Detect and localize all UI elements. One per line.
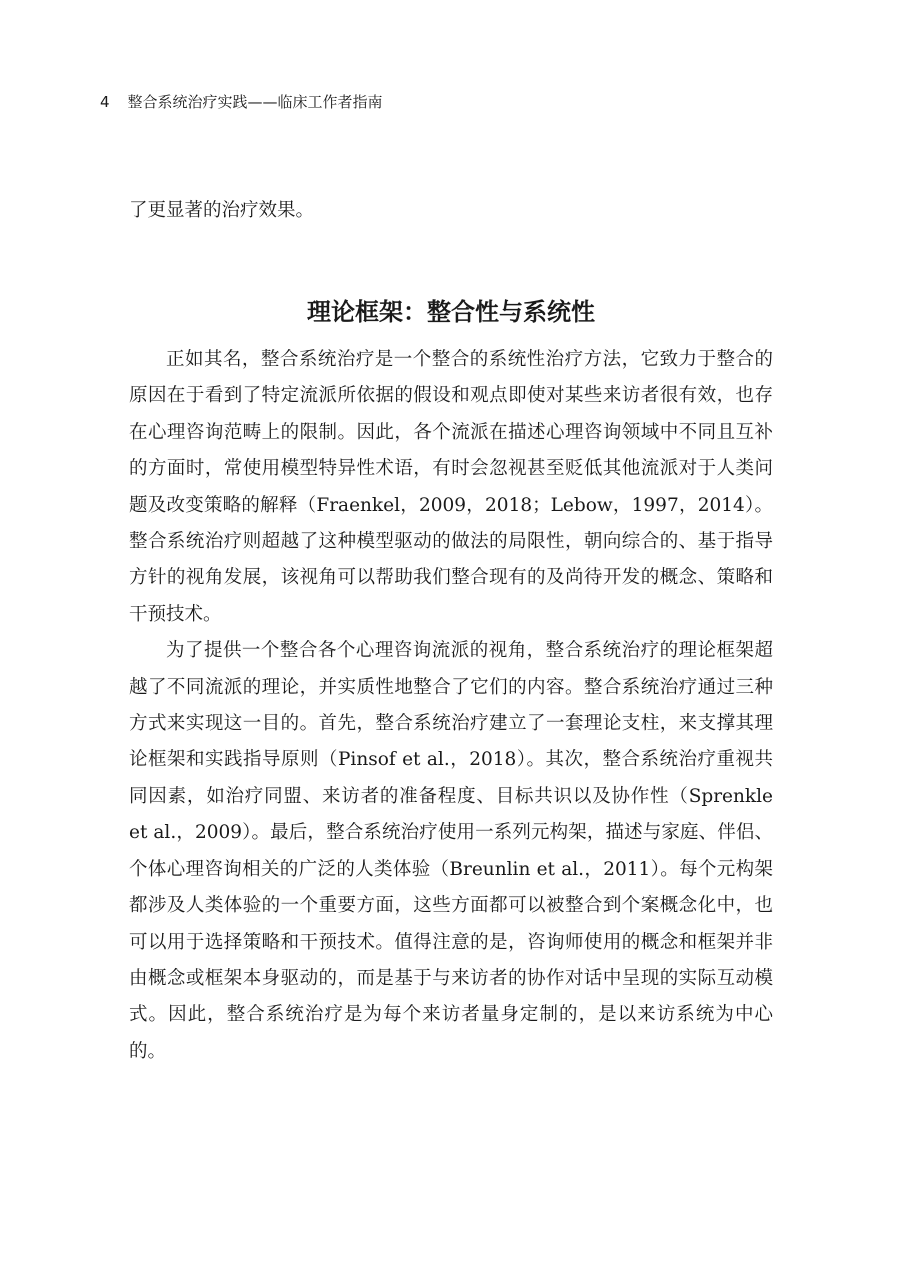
body-paragraph-1: 正如其名，整合系统治疗是一个整合的系统性治疗方法，它致力于整合的原因在于看到了特定流派所依据的假设和观点即使对某些来访者很有效，也存在心理咨询范畴上的限制。因此，各个流派在描述心理咨询领域中不同且互补的方面时，常使用模型特异性术语，有时会忽视甚至贬低其他流派对于人类问题及改变策略的解释（Fraenkel，2009，2018；Lebow，1997，2014）。整合系统治疗则超越了这种模型驱动的做法的局限性，朝向综合的、基于指导方针的视角发展，该视角可以帮助我们整合现有的及尚待开发的概念、策略和干预技术。 xyxy=(129,349,773,625)
section-body xyxy=(129,342,773,1070)
page-number: 4 xyxy=(100,93,110,111)
continuation-paragraph: 了更显著的治疗效果。 xyxy=(129,200,315,221)
book-title: 整合系统治疗实践——临床工作者指南 xyxy=(127,93,383,111)
body-paragraph-2: 为了提供一个整合各个心理咨询流派的视角，整合系统治疗的理论框架超越了不同流派的理论，并实质性地整合了它们的内容。整合系统治疗通过三种方式来实现这一目的。首先，整合系统治疗建立了一套理论支柱，来支撑其理论框架和实践指导原则（Pinsof et al.，2018）。其次，整合系统治疗重视共同因素，如治疗同盟、来访者的准备程度、目标共识以及协作性（Sprenkle et al.，2009）。最后，整合系统治疗使用一系列元构架，描述与家庭、伴侣、个体心理咨询相关的广泛的人类体验（Breunlin et al.，2011）。每个元构架都涉及人类体验的一个重要方面，这些方面都可以被整合到个案概念化中，也可以用于选择策略和干预技术。值得注意的是，咨询师使用的概念和框架并非由概念或框架本身驱动的，而是基于与来访者的协作对话中呈现的实际互动模式。因此，整合系统治疗是为每个来访者量身定制的，是以来访系统为中心的。 xyxy=(129,640,773,1062)
section-heading: 理论框架：整合性与系统性 xyxy=(307,297,595,326)
running-header xyxy=(100,92,383,112)
